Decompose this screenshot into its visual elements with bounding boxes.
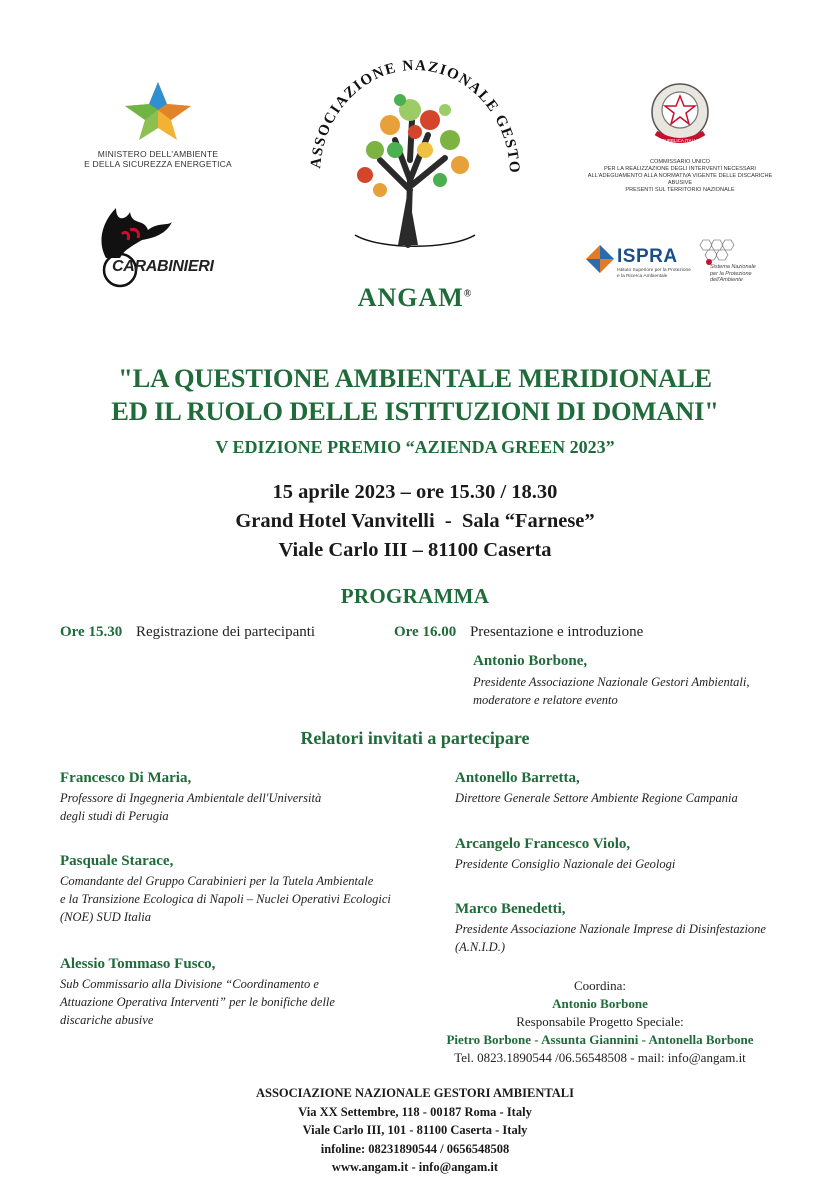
program-time: Ore 16.00 [394, 624, 457, 640]
snpa-name: Sistema Nazionale per la Protezione dell'Ambiente [710, 264, 756, 283]
speaker [455, 836, 795, 873]
footer-address-caserta: Viale Carlo III, 101 - 81100 Caserta - Italy [302, 1123, 528, 1137]
title-line-1: "LA QUESTIONE AMBIENTALE MERIDIONALE [118, 363, 712, 393]
speaker-name: Alessio Tommaso Fusco, [60, 956, 216, 972]
speaker [60, 956, 410, 1029]
speaker-name: Arcangelo Francesco Violo, [455, 836, 631, 852]
ministry-name: MINISTERO DELL'AMBIENTE E DELLA SICUREZZA ENERGETICA [84, 149, 232, 169]
italian-emblem-icon [644, 78, 716, 150]
project-label: Responsabile Progetto Speciale: [516, 1014, 684, 1029]
footer-web: www.angam.it - info@angam.it [331, 1160, 499, 1174]
angam-wordmark [300, 283, 530, 313]
repubblica-emblem [585, 78, 775, 194]
contact-line: Tel. 0823.1890544 /06.56548508 - mail: info@angam.it [454, 1050, 746, 1065]
speaker [60, 853, 410, 926]
speaker-name: Francesco Di Maria, [60, 770, 192, 786]
speaker-name: Pasquale Starace, [60, 853, 174, 869]
tree-icon [300, 40, 530, 285]
carabinieri-flame-icon [86, 200, 216, 290]
speaker-role: discariche abusive [60, 1013, 154, 1027]
project-names: Pietro Borbone - Assunta Giannini - Antonella Borbone [446, 1032, 754, 1047]
coordination-label: Coordina: [574, 978, 626, 993]
event-subtitle: V EDIZIONE PREMIO “AZIENDA GREEN 2023” [215, 437, 615, 457]
event-address: Viale Carlo III – 81100 Caserta [278, 539, 552, 561]
event-title [40, 362, 790, 428]
ispra-subtitle: Istituto Superiore per la Protezione e la Ricerca Ambientale [617, 268, 691, 279]
speaker-role: (A.N.I.D.) [455, 940, 505, 954]
commissario-text: COMMISSARIO UNICO PER LA REALIZZAZIONE DEGLI INTERVENTI NECESSARI ALL'ADEGUAMENTO ALLA NORMATIVA VIGENTE DELLE DISCARICHE ABUSIVE PRESENTI SUL TERRITORIO NAZIONALE [587, 159, 773, 193]
speaker-role: Direttore Generale Settore Ambiente Regione Campania [455, 791, 738, 805]
speaker-role: degli studi di Perugia [60, 809, 169, 823]
angam-name: ANGAM [357, 283, 464, 312]
speaker-role: Comandante del Gruppo Carabinieri per la Tutela Ambientale [60, 874, 374, 888]
speaker-name: Antonello Barretta, [455, 770, 580, 786]
speaker [455, 770, 795, 807]
ispra-logo [585, 240, 691, 286]
angam-logo [300, 40, 530, 325]
snpa-hexagon-icon [695, 236, 745, 266]
speaker-role: (NOE) SUD Italia [60, 910, 151, 924]
speaker [455, 901, 795, 956]
ispra-diamond-icon [585, 244, 615, 274]
footer-org: ASSOCIAZIONE NAZIONALE GESTORI AMBIENTALI [255, 1086, 575, 1100]
ispra-name: ISPRA [617, 246, 678, 267]
speaker-role: Attuazione Operativa Interventi” per le bonifiche delle [60, 995, 335, 1009]
ministry-logo [78, 80, 238, 169]
speaker-role: Professore di Ingegneria Ambientale dell'Università [60, 791, 322, 805]
speaker-role: Presidente Consiglio Nazionale dei Geologi [455, 857, 676, 871]
title-line-2: ED IL RUOLO DELLE ISTITUZIONI DI DOMANI" [111, 396, 719, 426]
speaker-role: Sub Commissario alla Divisione “Coordinamento e [60, 977, 319, 991]
event-date: 15 aprile 2023 – ore 15.30 / 18.30 [272, 481, 558, 503]
host-role-line-1: Presidente Associazione Nazionale Gestori Ambientali, [473, 675, 750, 689]
coordinator-name: Antonio Borbone [552, 996, 648, 1011]
footer-infoline: infoline: 08231890544 / 0656548508 [320, 1141, 510, 1156]
carabinieri-name: CARABINIERI [112, 258, 214, 275]
carabinieri-logo [86, 200, 216, 290]
registered-mark: ® [463, 288, 473, 300]
angam-arc-text: ASSOCIAZIONE NAZIONALE GESTO [308, 57, 523, 175]
speaker-role: Presidente Associazione Nazionale Imprese di Disinfestazione [455, 922, 766, 936]
host-name: Antonio Borbone, [473, 653, 588, 669]
host-role-line-2: moderatore e relatore evento [473, 693, 618, 707]
speaker [60, 770, 410, 825]
event-venue: Grand Hotel Vanvitelli - Sala “Farnese” [235, 510, 595, 532]
footer-address-rome: Via XX Settembre, 118 - 00187 Roma - Italy [298, 1104, 532, 1119]
event-info [40, 478, 790, 565]
program-text: Presentazione e introduzione [469, 624, 644, 640]
program-item [394, 624, 643, 641]
program-item [60, 624, 315, 641]
footer [40, 1084, 790, 1177]
program-text: Registrazione dei partecipanti [135, 624, 316, 640]
snpa-logo [695, 236, 785, 286]
speaker-role: e la Transizione Ecologica di Napoli – Nuclei Operativi Ecologici [60, 892, 391, 906]
host-block [473, 653, 793, 709]
repubblica-ring-text: REPUBBLICA ITALIANA [655, 138, 705, 143]
program-time: Ore 15.30 [60, 624, 123, 640]
ministry-star-icon [123, 80, 193, 142]
coordination-block [420, 977, 780, 1067]
speaker-name: Marco Benedetti, [455, 901, 566, 917]
programma-heading: PROGRAMMA [340, 584, 490, 608]
relatori-heading: Relatori invitati a partecipare [300, 728, 530, 748]
